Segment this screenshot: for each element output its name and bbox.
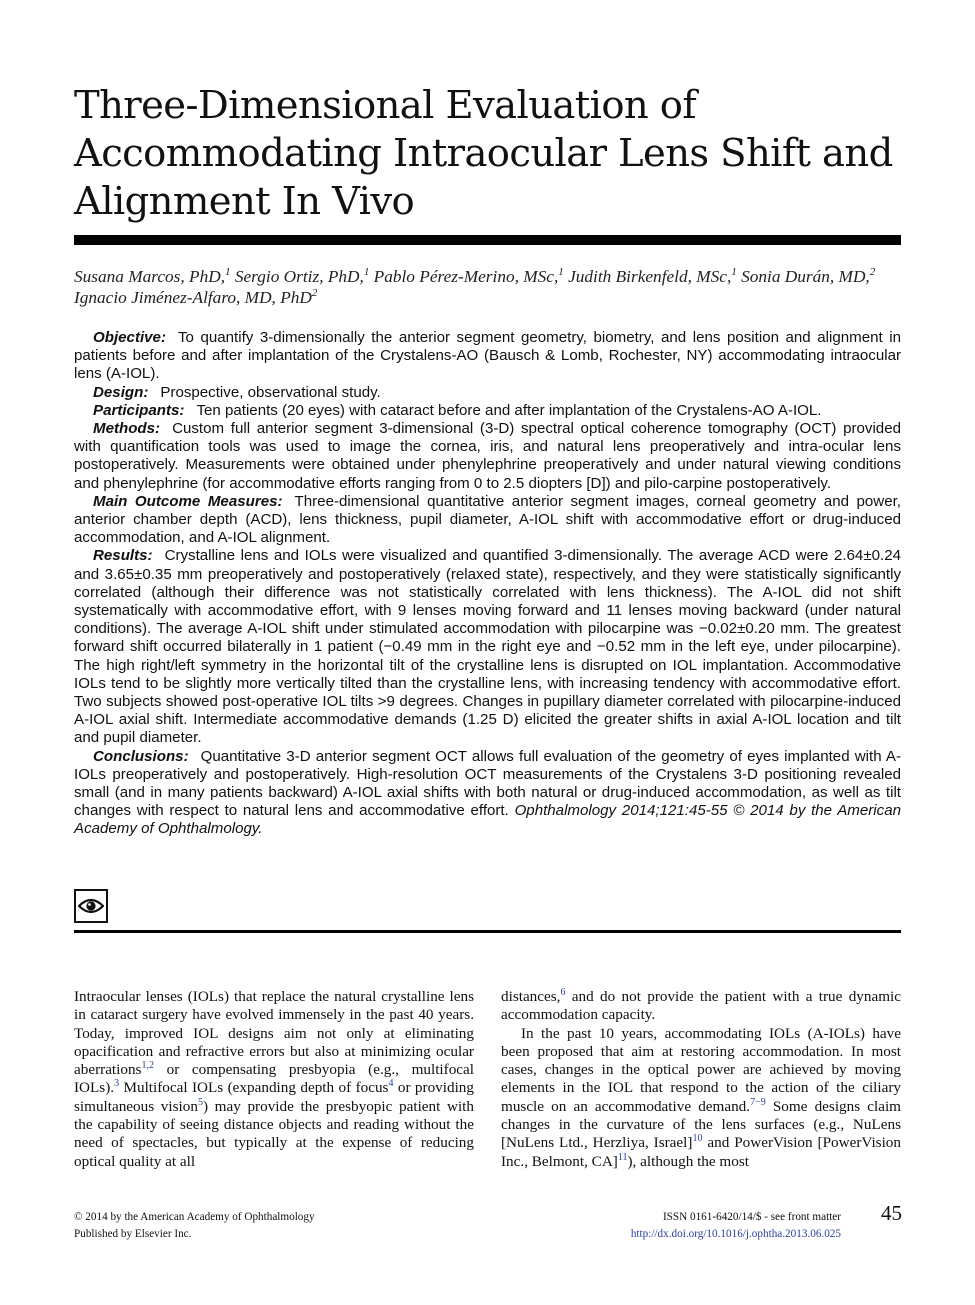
abstract-label: Methods: — [93, 420, 161, 438]
abstract-text: Prospective, observational study. — [160, 383, 381, 401]
publisher-notice: Published by Elsevier Inc. — [74, 1228, 192, 1240]
abstract-label: Design: — [93, 383, 149, 401]
reference-link[interactable]: 10 — [692, 1133, 703, 1145]
footer-right — [580, 1209, 841, 1243]
body-text: and PowerVision [PowerVision Inc., Belmont, CA] — [501, 1134, 901, 1170]
author-name: Ignacio Jiménez-Alfaro, MD, PhD — [74, 288, 312, 307]
author-name: Pablo Pérez-Merino, MSc, — [373, 267, 559, 286]
abstract-text: Crystalline lens and IOLs were visualized and quantified 3-dimensionally. The average ACD were 2.64±0.24 and 3.65±0.35 mm preoperatively and postoperatively (relaxed state), respectively, and they were statistically significantly correlated (although their difference was not statistically correlated with lens thickness). The A-IOL did not shift systematically with accommodative effort, with 9 lenses moving forward and 11 lenses moving backward (under natural conditions). The average A-IOL shift under stimulated accommodation with pilocarpine was −0.02±0.20 mm. The greatest forward shift occurred bilaterally in 1 patient (−0.49 mm in the right eye and −0.52 mm in the left eye, under pilocarpine). The high right/left symmetry in the horizontal tilt of the crystalline lens is disrupted on IOL implantation. Accommodative IOLs tend to be slightly more vertically tilted than the crystalline lens, with increasing tendency with accommodative effort. Two subjects showed post-operative IOL tilts >9 degrees. Changes in pupillary diameter correlated with pilocarpine-induced A-IOL axial shift. Intermediate accommodative demands (1.25 D) elicited the greater shifts in axial A-IOL location and tilt and pupil diameter. — [74, 547, 901, 747]
abstract-participants — [74, 402, 901, 420]
reference-link[interactable]: 11 — [617, 1151, 628, 1163]
body-paragraph — [501, 1025, 901, 1171]
reference-link[interactable]: 1,2 — [141, 1060, 154, 1072]
abstract-label: Objective: — [93, 329, 166, 346]
abstract-objective — [74, 329, 901, 384]
reference-link[interactable]: 6 — [560, 987, 566, 998]
abstract-design — [74, 384, 901, 402]
body-paragraph — [501, 988, 901, 1025]
journal-citation: Ophthalmology 2014;121:45-55 © 2014 by the American Academy of Ophthalmology. — [74, 802, 901, 838]
body-column-left — [74, 988, 474, 1171]
title-divider — [74, 235, 901, 245]
body-text: ) may provide the presbyopic patient with the capability of seeing distance objects and reading without the need of spectacles, but typically at the expense of reducing optical quality at all — [74, 1097, 474, 1170]
abstract-text: Custom full anterior segment 3-dimensional (3-D) spectral optical coherence tomography (OCT) provided with quantification tools was used to image the cornea, iris, and natural lens preoperatively and intra-ocular lens postoperatively. Measurements were obtained under phenylephrine preoperatively and under natural viewing conditions and phenylephrine (for accommodative efforts ranging from 0 to 2.5 diopters [D]) and pilo-carpine postoperatively. — [74, 420, 901, 492]
reference-link[interactable]: 4 — [388, 1078, 394, 1090]
abstract-text: Quantitative 3-D anterior segment OCT allows full evaluation of the geometry of eyes implanted with A-IOLs preoperatively and postoperatively. High-resolution OCT measurements of the Crystalens 3-D positioning revealed small (and in many patients backward) A-IOL axial shifts with both natural or drug-induced accommodation, as well as tilt changes with respect to natural lens and accommodative effort. — [74, 747, 901, 820]
body-text: ), although the most — [627, 1152, 749, 1170]
reference-link[interactable]: 3 — [114, 1078, 120, 1090]
issn-notice: ISSN 0161-6420/14/$ - see front matter — [662, 1211, 841, 1223]
author-list — [74, 266, 904, 308]
author-affiliation: 1 — [225, 266, 231, 278]
title-line-1: Three-Dimensional Evaluation of — [74, 83, 696, 128]
body-text: Multifocal IOLs (expanding depth of focus — [119, 1079, 389, 1097]
abstract-results — [74, 547, 901, 747]
body-column-right — [501, 988, 901, 1171]
author-name: Susana Marcos, PhD, — [74, 267, 226, 286]
abstract-text: To quantify 3-dimensionally the anterior segment geometry, biometry, and lens position and alignment in patients before and after implantation of the Crystalens-AO (Bausch & Lomb, Rochester, NY) accommodating intraocular lens (A-IOL). — [74, 329, 901, 383]
author-affiliation: 1 — [558, 266, 564, 278]
abstract-label: Results: — [93, 547, 153, 565]
body-text: or compensating presbyopia (e.g., multifocal IOLs). — [74, 1061, 474, 1097]
title-line-3: Alignment In Vivo — [74, 179, 415, 224]
reference-link[interactable]: 5 — [197, 1096, 203, 1108]
cme-eye-badge — [74, 889, 108, 923]
body-text: and do not provide the patient with a true dynamic accommodation capacity. — [501, 988, 901, 1024]
body-paragraph — [74, 988, 474, 1171]
author-affiliation: 2 — [869, 266, 876, 278]
abstract-outcome — [74, 493, 901, 548]
abstract-label: Conclusions: — [93, 747, 189, 765]
body-text: Intraocular lenses (IOLs) that replace the natural crystalline lens in cataract surgery have evolved immensely in the past 40 years. Today, improved IOL designs aim not only at eliminating opacification and refractive errors but also at minimizing ocular aberrations — [74, 988, 474, 1079]
abstract-text: Three-dimensional quantitative anterior segment images, corneal geometry and power, anterior chamber depth (ACD), lens thickness, pupil diameter, A-IOL shift with accommodative effort or drug-induced accommodation, and A-IOL alignment. — [74, 492, 901, 547]
author-affiliation: 1 — [731, 266, 737, 278]
author-name: Judith Birkenfeld, MSc, — [568, 267, 732, 286]
article-title — [74, 82, 904, 226]
body-text: distances, — [501, 988, 561, 1005]
abstract-divider — [74, 930, 901, 933]
abstract-label: Main Outcome Measures: — [93, 492, 283, 510]
author-name: Sonia Durán, MD, — [741, 267, 870, 286]
footer-left — [74, 1209, 315, 1243]
doi-link[interactable]: http://dx.doi.org/10.1016/j.ophtha.2013.06.025 — [630, 1228, 841, 1240]
copyright-notice: © 2014 by the American Academy of Ophthalmology — [74, 1211, 315, 1223]
abstract — [74, 329, 901, 839]
abstract-methods — [74, 420, 901, 493]
author-name: Sergio Ortiz, PhD, — [234, 267, 364, 286]
abstract-label: Participants: — [93, 401, 185, 419]
author-affiliation: 2 — [311, 287, 318, 299]
body-text: In the past 10 years, accommodating IOLs (A-IOLs) have been proposed that aim at restoring accommodation. In most cases, changes in the optical power are achieved by moving elements in the IOL that respond to the action of the ciliary muscle on an accommodative demand. — [501, 1024, 901, 1115]
title-line-2: Accommodating Intraocular Lens Shift and — [74, 131, 893, 176]
abstract-text: Ten patients (20 eyes) with cataract before and after implantation of the Crystalens-AO A-IOL. — [196, 401, 822, 419]
body-text: Some designs claim changes in the curvature of the lens surfaces (e.g., NuLens [NuLens Ltd., Herzliya, Israel] — [501, 1097, 901, 1152]
body-text: or providing simultaneous vision — [74, 1079, 474, 1115]
page-number: 45 — [881, 1201, 902, 1225]
reference-link[interactable]: 7−9 — [750, 1096, 766, 1108]
author-affiliation: 1 — [363, 266, 370, 278]
author-line-2 — [74, 287, 904, 308]
eye-icon — [78, 897, 104, 915]
author-line-1 — [74, 266, 904, 287]
abstract-conclusions — [74, 748, 901, 839]
